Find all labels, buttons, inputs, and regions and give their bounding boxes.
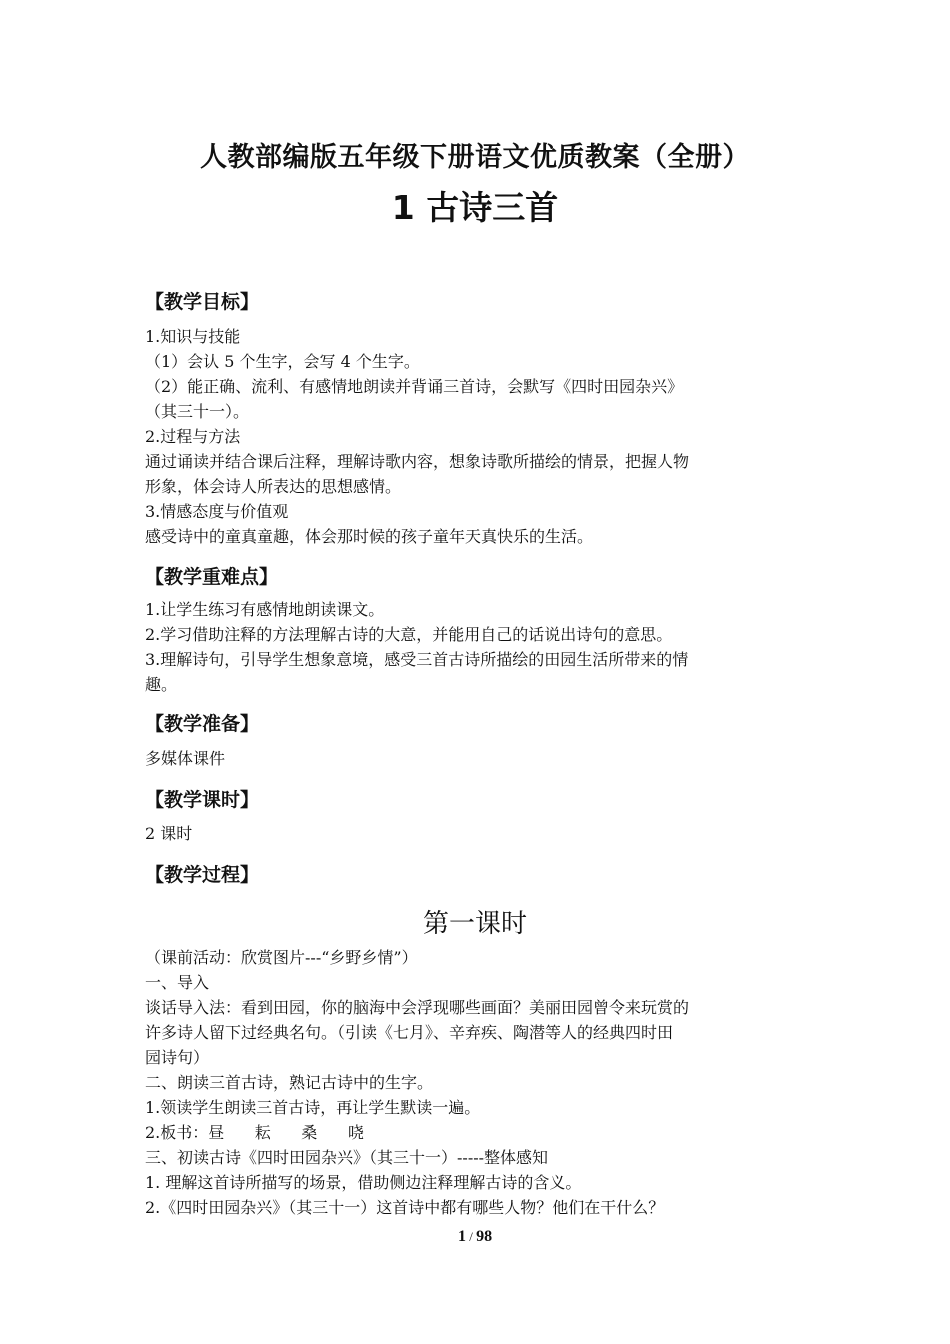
text-line: （2）能正确、流利、有感情地朗读并背诵三首诗，会默写《四时田园杂兴》 [145,377,684,396]
section-heading-process: 【教学过程】 [145,864,260,886]
text-line: 形象，体会诗人所表达的思想感情。 [145,477,402,496]
text-line: 许多诗人留下过经典名句。（引读《七月》、辛弃疾、陶潜等人的经典四时田 [145,1023,674,1042]
text-line: 3.理解诗句，引导学生想象意境，感受三首古诗所描绘的田园生活所带来的情 [145,650,689,669]
section-heading-hours: 【教学课时】 [145,789,260,811]
preparation-body [145,746,810,771]
page-separator: / [465,1229,477,1244]
text-line: 2.《四时田园杂兴》（其三十一）这首诗中都有哪些人物？他们在干什么？ [145,1198,665,1217]
text-line: 3.情感态度与价值观 [145,502,289,521]
section-heading-key-points: 【教学重难点】 [145,566,279,588]
text-line: 谈话导入法：看到田园，你的脑海中会浮现哪些画面？美丽田园曾令来玩赏的 [145,998,690,1017]
text-line: 1.知识与技能 [145,327,241,346]
page-number [0,1228,950,1246]
text-line: 2 课时 [145,824,193,843]
section-heading-preparation: 【教学准备】 [145,713,260,735]
text-line: 一、导入 [145,973,210,992]
text-line: 2.过程与方法 [145,427,241,446]
hours-body [145,821,810,846]
text-line: 多媒体课件 [145,749,226,768]
text-line: 1.让学生练习有感情地朗读课文。 [145,600,385,619]
text-line: 1.领读学生朗读三首古诗，再让学生默读一遍。 [145,1098,481,1117]
text-line: 2.板书：昼 耘 桑 哓 [145,1123,364,1142]
text-line: 2.学习借助注释的方法理解古诗的大意，并能用自己的话说出诗句的意思。 [145,625,673,644]
process-body [145,945,810,1220]
text-line: 园诗句） [145,1048,210,1067]
preparation-section [145,709,810,736]
text-line: 二、朗读三首古诗，熟记古诗中的生字。 [145,1073,434,1092]
key-points-body [145,597,810,697]
text-line: 通过诵读并结合课后注释，理解诗歌内容，想象诗歌所描绘的情景，把握人物 [145,452,690,471]
objectives-section [145,287,810,314]
document-title: 人教部编版五年级下册语文优质教案（全册） [200,142,750,173]
total-pages: 98 [476,1228,493,1245]
key-points-section [145,562,810,589]
text-line: （课前活动：欣赏图片---“乡野乡情”） [145,948,418,967]
text-line: 趣。 [145,675,178,694]
section-heading-objectives: 【教学目标】 [145,291,260,313]
current-page: 1 [457,1228,466,1245]
session-title: 第一课时 [422,909,527,939]
objectives-body [145,324,810,549]
text-line: 1. 理解这首诗所描写的场景，借助侧边注释理解古诗的含义。 [145,1173,582,1192]
text-line: （1）会认 5 个生字，会写 4 个生字。 [145,352,420,371]
text-line: 感受诗中的童真童趣，体会那时候的孩子童年天真快乐的生活。 [145,527,594,546]
process-section [145,860,810,887]
text-line: 三、初读古诗《四时田园杂兴》（其三十一）-----整体感知 [145,1148,549,1167]
lesson-title: 1 古诗三首 [391,188,559,227]
text-line: （其三十一）。 [145,402,250,421]
hours-section [145,785,810,812]
